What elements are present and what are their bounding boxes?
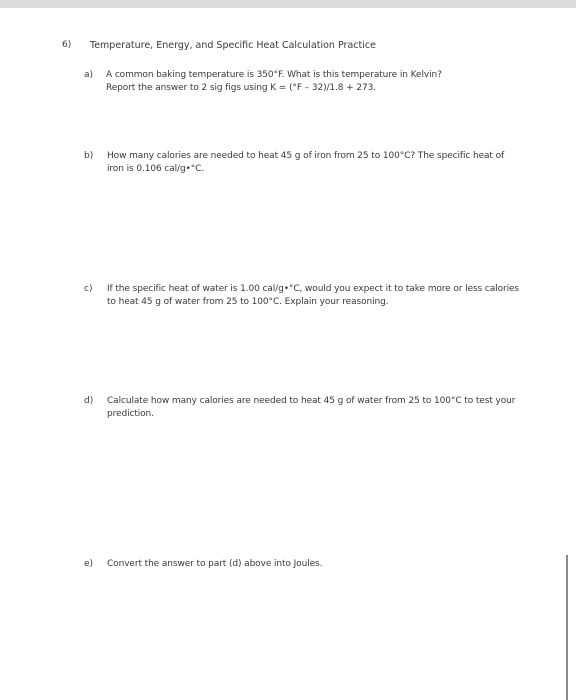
part-a-line-2: Report the answer to 2 sig figs using K = (°F – 32)/1.8 + 273. <box>106 83 377 93</box>
part-e-line-1: Convert the answer to part (d) above into Joules. <box>107 559 323 569</box>
question-number: 6) <box>62 40 72 50</box>
part-b-line-1: How many calories are needed to heat 45 g of iron from 25 to 100°C? The specific heat of <box>107 151 505 161</box>
part-e-label: e) <box>84 559 94 569</box>
part-d-label: d) <box>84 396 94 406</box>
part-c-line-1: If the specific heat of water is 1.00 cal/g•°C, would you expect it to take more or less calories <box>107 284 520 294</box>
question-title: Temperature, Energy, and Specific Heat Calculation Practice <box>90 40 376 51</box>
part-d-line-2: prediction. <box>107 409 154 419</box>
part-b-label: b) <box>84 151 94 161</box>
vertical-scrollbar[interactable] <box>566 555 568 700</box>
part-a-line-1: A common baking temperature is 350°F. What is this temperature in Kelvin? <box>106 70 442 80</box>
part-b-line-2: iron is 0.106 cal/g•°C. <box>107 164 205 174</box>
part-c-line-2: to heat 45 g of water from 25 to 100°C. Explain your reasoning. <box>107 297 389 307</box>
part-c-label: c) <box>84 284 93 294</box>
part-d-line-1: Calculate how many calories are needed to heat 45 g of water from 25 to 100°C to test your <box>107 396 516 406</box>
part-a-label: a) <box>84 70 94 80</box>
